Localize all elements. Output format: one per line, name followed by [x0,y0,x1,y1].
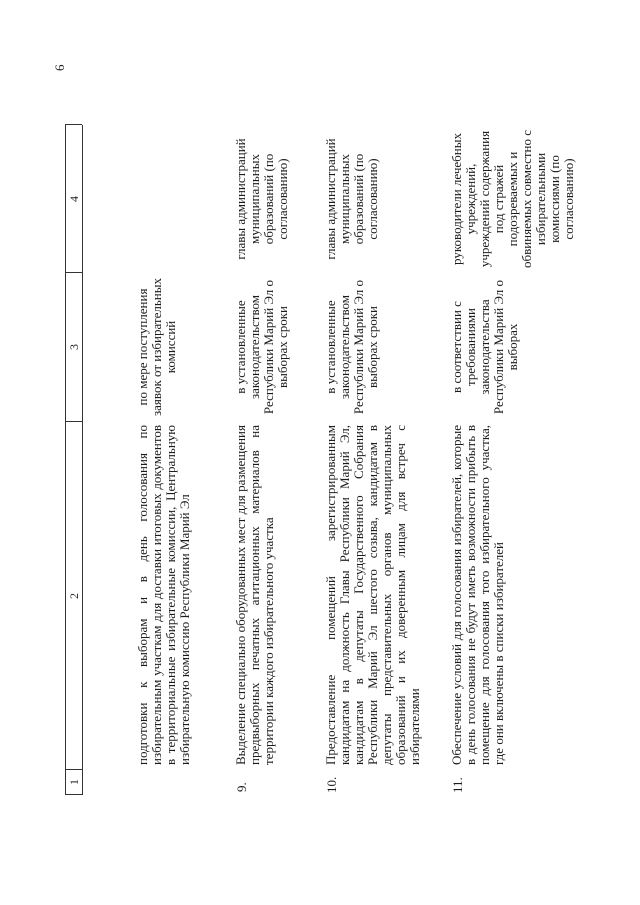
column-divider-2 [65,421,82,422]
task-text-10: Предоставление помещений зарегистрированным кандидатам на должность Главы Республики Марий Эл, кандидатам в депутаты Государственного Собрания Республики Марий Эл шестого созыва, кандидатам в депутаты представительных органов муниципальных образований и их доверенным лицам для встреч с избирателями [323,425,422,765]
column-divider-right [65,124,82,125]
deadline-text-11: в соответствии с требованиями законодательства Республики Марий Эл о выборах [449,279,520,415]
row-number-10: 10. [324,776,339,793]
deadline-text-9: в установленные законодательством Республики Марий Эл о выборах сроки [233,279,290,415]
responsible-text-10: главы администраций муниципальных образований (по согласованию) [323,138,380,260]
responsible-text-11: руководители лечебных учреждений, учреждений содержания под стражей подозреваемых и обвиняемых совместно с избирательными комиссиями (по согласованию) [449,129,576,269]
row-number-9: 9. [234,782,249,792]
column-divider-3 [65,272,82,273]
header-bottom-border [82,125,83,795]
task-text-9: Выделение специально оборудованных мест для размещения предвыборных печатных агитационных материалов на территории каждого избирательного участка [233,425,276,765]
header-col-1: 1 [67,779,81,785]
task-text-continued: подготовки к выборам и в день голосования по избирательным участкам для доставки итоговых документов в территориальные избирательные комиссии, Центральную избирательную комиссию Республики Марий Эл [135,425,192,765]
table-top-border [65,125,66,795]
header-col-3: 3 [67,344,81,350]
header-col-4: 4 [67,196,81,202]
responsible-text-9: главы администраций муниципальных образований (по согласованию) [233,138,290,260]
header-col-2: 2 [67,593,81,599]
row-number-11: 11. [450,777,465,793]
task-text-11: Обеспечение условий для голосования избирателей, которые в день голосования не будут иметь возможности прибыть в помещение для голосования того избирательного участка, где они включены в списки избирателей [449,425,506,765]
page-number: 6 [52,64,67,71]
deadline-text-continued: по мере поступления заявок от избирательных комиссий [135,278,178,416]
deadline-text-10: в установленные законодательством Республики Марий Эл о выборах сроки [323,279,380,415]
